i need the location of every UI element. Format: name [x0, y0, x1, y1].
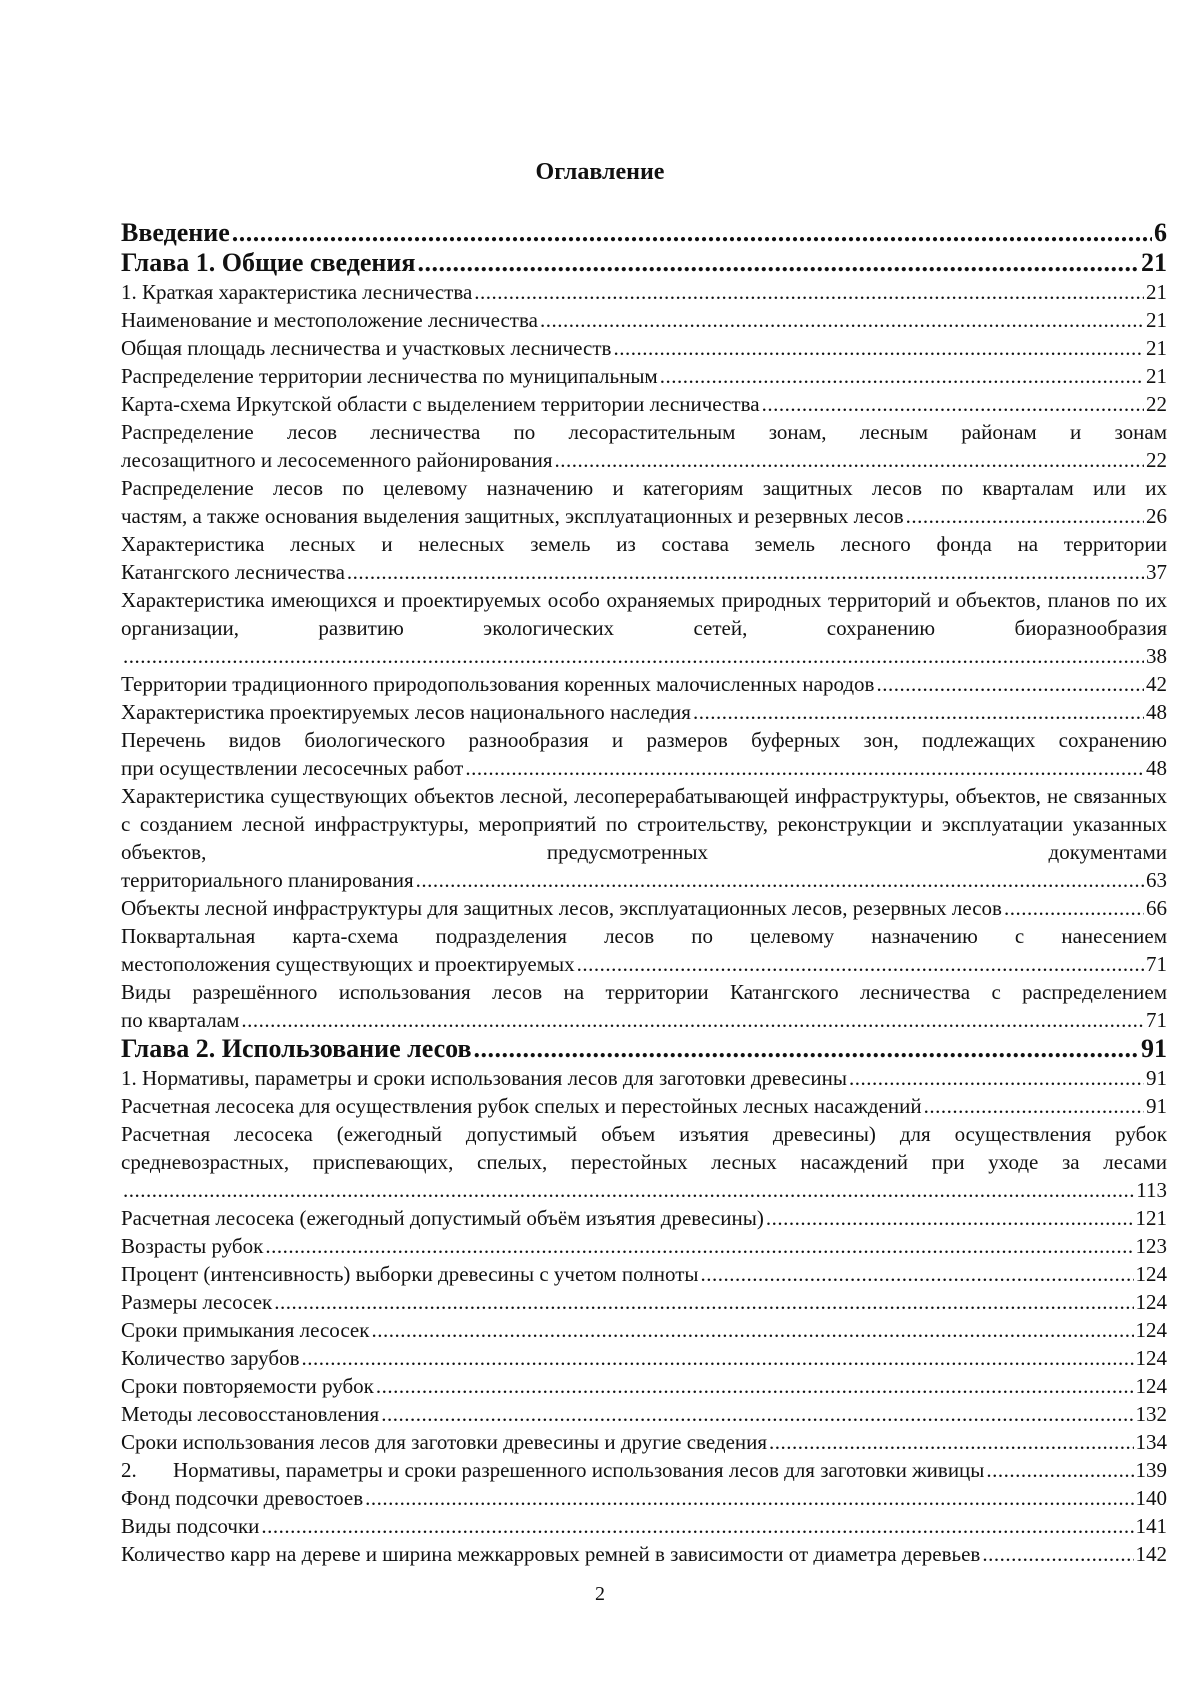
toc-entry-text: частям, а также основания выделения защитных, эксплуатационных и резервных лесов: [121, 504, 904, 528]
dot-leader: [381, 1400, 1133, 1428]
toc-entry-number: 2.: [121, 1458, 137, 1482]
toc-entry-page: 38: [1146, 644, 1167, 668]
toc-entry-text: при осуществлении лесосечных работ: [121, 756, 464, 780]
toc-entry-text: Характеристика проектируемых лесов национального наследия: [121, 700, 691, 724]
toc-entry-page: 21: [1146, 308, 1167, 332]
dot-leader: [261, 1512, 1133, 1540]
dot-leader: [577, 950, 1144, 978]
toc-entry-text: Общая площадь лесничества и участковых лесничеств: [121, 336, 612, 360]
toc-entry-text: Объекты лесной инфраструктуры для защитных лесов, эксплуатационных лесов, резервных лесов: [121, 896, 1002, 920]
toc-entry-page: 21: [1141, 248, 1167, 277]
toc-entry-text: Количество зарубов: [121, 1346, 300, 1370]
dot-leader: [555, 446, 1144, 474]
toc-entry-text: Процент (интенсивность) выборки древесины с учетом полноты: [121, 1262, 699, 1286]
table-of-contents: [121, 218, 1167, 1568]
toc-entry-page: 22: [1146, 448, 1167, 472]
toc-entry-text: территориального планирования: [121, 868, 414, 892]
toc-entry-text: Возрасты рубок: [121, 1234, 264, 1258]
toc-entry[interactable]: [121, 782, 1167, 894]
toc-entry-text-start: Характеристика имеющихся и проектируемых особо охраняемых природных территорий и объектов, планов по их организации, развитию экологических сетей, сохранению биоразнообразия: [121, 588, 1167, 640]
dot-leader: [849, 1064, 1144, 1092]
dot-leader: [123, 1176, 1134, 1204]
toc-entry[interactable]: [121, 1428, 1167, 1456]
toc-entry-page: 48: [1146, 756, 1167, 780]
dot-leader: [274, 1288, 1133, 1316]
toc-entry[interactable]: [121, 1260, 1167, 1288]
toc-entry-page: 66: [1146, 896, 1167, 920]
toc-entry[interactable]: [121, 1540, 1167, 1568]
toc-entry-page: 91: [1146, 1066, 1167, 1090]
toc-entry-page: 113: [1136, 1178, 1167, 1202]
toc-entry-text: Распределение территории лесничества по муниципальным: [121, 364, 658, 388]
toc-entry[interactable]: [121, 1064, 1167, 1092]
toc-entry[interactable]: [121, 248, 1167, 278]
toc-entry-page: 139: [1135, 1458, 1167, 1482]
toc-entry-page: 21: [1146, 364, 1167, 388]
toc-entry[interactable]: [121, 530, 1167, 586]
toc-entry-text: лесозащитного и лесосеменного районирования: [121, 448, 553, 472]
dot-leader: [876, 670, 1144, 698]
toc-entry[interactable]: [121, 306, 1167, 334]
toc-entry-page: 71: [1146, 952, 1167, 976]
toc-entry[interactable]: [121, 670, 1167, 698]
toc-entry-text: Глава 1. Общие сведения: [121, 248, 416, 277]
toc-entry-page: 91: [1146, 1094, 1167, 1118]
dot-leader: [265, 1232, 1133, 1260]
toc-entry[interactable]: [121, 894, 1167, 922]
toc-entry-page: 132: [1135, 1402, 1167, 1426]
dot-leader: [769, 1428, 1133, 1456]
toc-entry[interactable]: [121, 474, 1167, 530]
dot-leader: [232, 218, 1152, 248]
toc-entry[interactable]: [121, 1512, 1167, 1540]
toc-entry[interactable]: [121, 1092, 1167, 1120]
toc-entry-text-start: Расчетная лесосека (ежегодный допустимый объем изъятия древесины) для осуществления рубок средневозрастных, приспевающих, спелых, перестойных лесных насаждений при уходе за лесами: [121, 1122, 1167, 1174]
toc-entry-text: Фонд подсочки древостоев: [121, 1486, 364, 1510]
toc-entry-text: Сроки примыкания лесосек: [121, 1318, 370, 1342]
dot-leader: [982, 1540, 1133, 1568]
toc-entry-page: 21: [1146, 336, 1167, 360]
toc-entry-page: 140: [1135, 1486, 1167, 1510]
toc-entry-page: 123: [1135, 1234, 1167, 1258]
dot-leader: [924, 1092, 1144, 1120]
toc-entry[interactable]: [121, 726, 1167, 782]
toc-entry[interactable]: [121, 334, 1167, 362]
toc-entry-page: 26: [1146, 504, 1167, 528]
toc-entry[interactable]: [121, 1400, 1167, 1428]
toc-entry-text: Расчетная лесосека (ежегодный допустимый объём изъятия древесины): [121, 1206, 764, 1230]
toc-entry-page: 124: [1135, 1290, 1167, 1314]
toc-entry[interactable]: [121, 978, 1167, 1034]
toc-entry[interactable]: [121, 1316, 1167, 1344]
toc-entry-text: Виды подсочки: [121, 1514, 260, 1538]
dot-leader: [474, 1034, 1139, 1064]
toc-entry-page: 37: [1146, 560, 1167, 584]
toc-entry-text-start: Характеристика лесных и нелесных земель из состава земель лесного фонда на территории: [121, 532, 1167, 556]
dot-leader: [302, 1344, 1134, 1372]
toc-entry-text-start: Характеристика существующих объектов лесной, лесоперерабатывающей инфраструктуры, объектов, не связанных с созданием лесной инфраструктуры, мероприятий по строительству, реконструкции и эксплуатации указанных объектов, предусмотренных документами: [121, 784, 1167, 864]
toc-entry-text: Карта-схема Иркутской области с выделением территории лесничества: [121, 392, 760, 416]
toc-entry[interactable]: [121, 1456, 1167, 1484]
toc-entry-page: 141: [1135, 1514, 1167, 1538]
toc-entry-page: 6: [1154, 218, 1167, 247]
toc-entry[interactable]: [121, 586, 1167, 670]
dot-leader: [701, 1260, 1134, 1288]
toc-entry-page: 22: [1146, 392, 1167, 416]
dot-leader: [906, 502, 1144, 530]
toc-entry[interactable]: [121, 1034, 1167, 1064]
dot-leader: [371, 1316, 1133, 1344]
dot-leader: [365, 1484, 1133, 1512]
toc-entry[interactable]: [121, 1232, 1167, 1260]
toc-entry[interactable]: [121, 698, 1167, 726]
toc-entry[interactable]: [121, 1484, 1167, 1512]
toc-entry-text: Методы лесовосстановления: [121, 1402, 380, 1426]
toc-entry-page: 63: [1146, 868, 1167, 892]
toc-entry[interactable]: [121, 922, 1167, 978]
toc-entry-page: 134: [1135, 1430, 1167, 1454]
toc-entry-page: 124: [1135, 1374, 1167, 1398]
toc-entry-page: 71: [1146, 1008, 1167, 1032]
toc-entry[interactable]: [121, 418, 1167, 474]
dot-leader: [660, 362, 1144, 390]
toc-entry[interactable]: [121, 1204, 1167, 1232]
dot-leader: [474, 278, 1144, 306]
toc-entry-text: Территории традиционного природопользования коренных малочисленных народов: [121, 672, 875, 696]
toc-entry-page: 21: [1146, 280, 1167, 304]
dot-leader: [540, 306, 1144, 334]
toc-entry[interactable]: [121, 1344, 1167, 1372]
dot-leader: [986, 1456, 1133, 1484]
toc-entry[interactable]: [121, 278, 1167, 306]
toc-entry[interactable]: [121, 390, 1167, 418]
dot-leader: [693, 698, 1144, 726]
dot-leader: [376, 1372, 1134, 1400]
toc-entry-text-start: Распределение лесов лесничества по лесорастительным зонам, лесным районам и зонам: [121, 420, 1167, 444]
toc-entry-page: 48: [1146, 700, 1167, 724]
toc-entry-page: 42: [1146, 672, 1167, 696]
toc-entry-text-start: Поквартальная карта-схема подразделения лесов по целевому назначению с нанесением: [121, 924, 1167, 948]
toc-entry-text: Наименование и местоположение лесничества: [121, 308, 538, 332]
toc-entry[interactable]: [121, 218, 1167, 248]
toc-entry[interactable]: [121, 1372, 1167, 1400]
toc-entry-text: Сроки повторяемости рубок: [121, 1374, 374, 1398]
toc-entry[interactable]: [121, 1288, 1167, 1316]
toc-entry-text-start: Распределение лесов по целевому назначению и категориям защитных лесов по кварталам или их: [121, 476, 1167, 500]
toc-entry-page: 121: [1135, 1206, 1167, 1230]
toc-entry-text: Сроки использования лесов для заготовки древесины и другие сведения: [121, 1430, 768, 1454]
toc-entry-text: по кварталам: [121, 1008, 240, 1032]
toc-entry-text: Глава 2. Использование лесов: [121, 1034, 472, 1063]
toc-entry-text: Катангского лесничества: [121, 560, 345, 584]
toc-entry-text-start: Перечень видов биологического разнообразия и размеров буферных зон, подлежащих сохранению: [121, 728, 1167, 752]
toc-entry-page: 91: [1141, 1034, 1167, 1063]
dot-leader: [465, 754, 1144, 782]
toc-entry-text: Количество карр на дереве и ширина межкарровых ремней в зависимости от диаметра деревьев: [121, 1542, 981, 1566]
toc-entry-text-start: Виды разрешённого использования лесов на территории Катангского лесничества с распределением: [121, 980, 1167, 1004]
dot-leader: [347, 558, 1144, 586]
dot-leader: [241, 1006, 1144, 1034]
toc-entry-page: 124: [1135, 1318, 1167, 1342]
toc-entry-page: 124: [1135, 1262, 1167, 1286]
toc-entry[interactable]: [121, 362, 1167, 390]
dot-leader: [417, 248, 1139, 278]
dot-leader: [1004, 894, 1144, 922]
toc-entry-text: Расчетная лесосека для осуществления рубок спелых и перестойных лесных насаждений: [121, 1094, 922, 1118]
toc-entry-page: 124: [1135, 1346, 1167, 1370]
toc-title: Оглавление: [535, 159, 665, 185]
dot-leader: [613, 334, 1144, 362]
dot-leader: [762, 390, 1144, 418]
toc-entry-text: 1. Нормативы, параметры и сроки использования лесов для заготовки древесины: [121, 1066, 847, 1090]
toc-entry-page: 142: [1135, 1542, 1167, 1566]
toc-entry-text: Нормативы, параметры и сроки разрешенного использования лесов для заготовки живицы: [173, 1458, 985, 1482]
dot-leader: [123, 642, 1144, 670]
toc-entry-text: 1. Краткая характеристика лесничества: [121, 280, 473, 304]
toc-entry-text: Размеры лесосек: [121, 1290, 273, 1314]
toc-entry-text: местоположения существующих и проектируемых: [121, 952, 575, 976]
toc-entry[interactable]: [121, 1120, 1167, 1204]
dot-leader: [416, 866, 1144, 894]
dot-leader: [766, 1204, 1134, 1232]
toc-entry-text: Введение: [121, 218, 230, 247]
page-number: 2: [595, 1583, 605, 1605]
